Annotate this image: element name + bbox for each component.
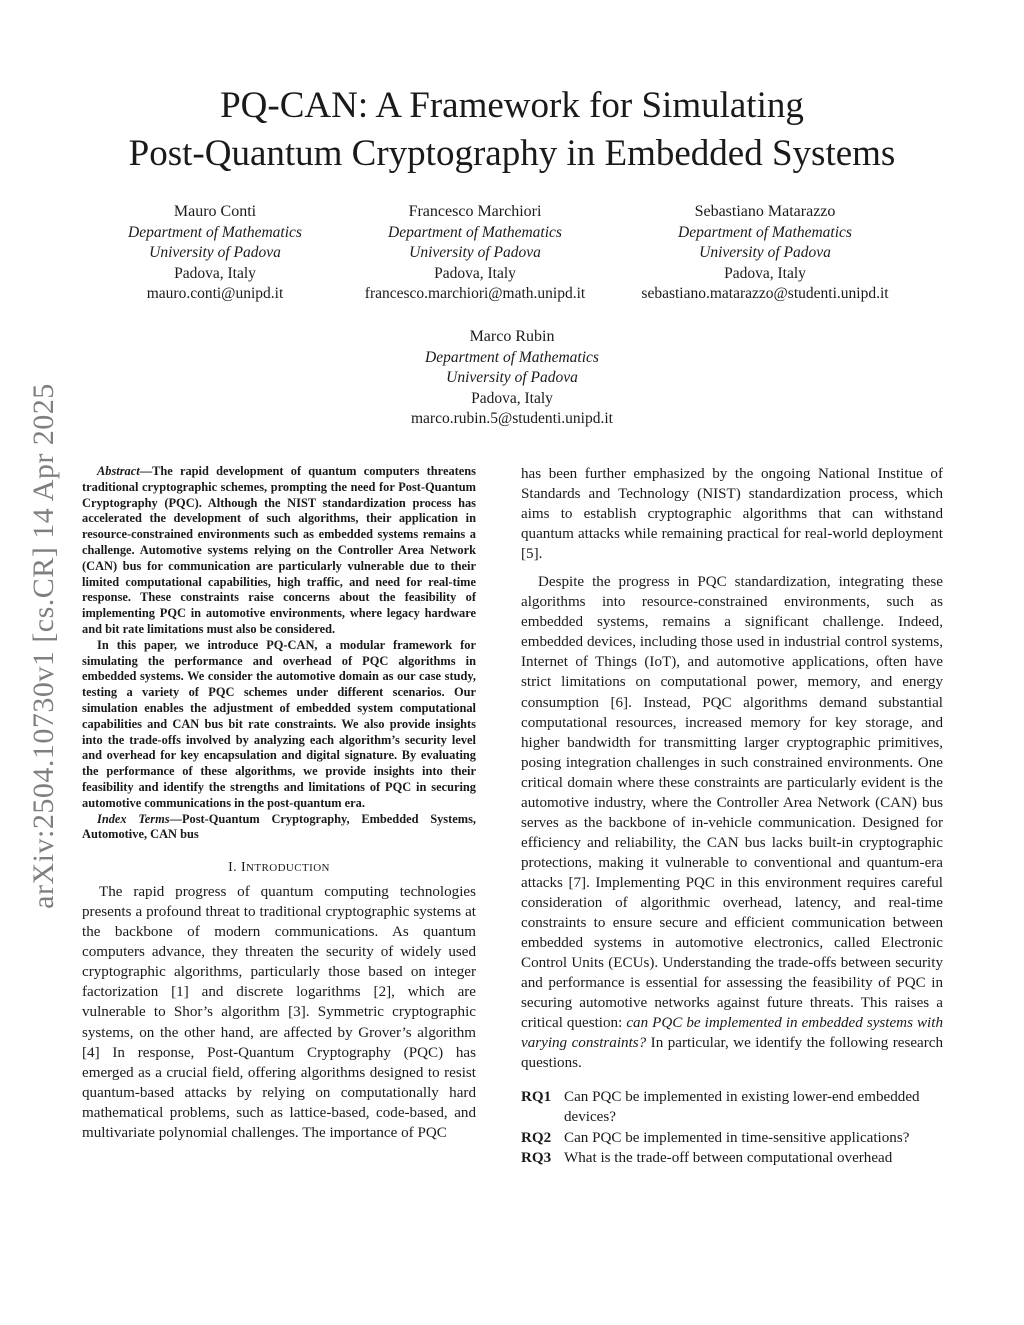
author-name: Sebastiano Matarazzo: [694, 203, 836, 220]
author-block-3: [620, 202, 910, 305]
author-email: mauro.conti@unipd.it: [146, 285, 284, 303]
abstract-label: Abstract: [97, 464, 140, 478]
arxiv-id-text: arXiv:2504.10730v1 [cs.CR] 14 Apr 2025: [27, 383, 61, 909]
author-block-4: [372, 327, 652, 430]
author-department: Department of Mathematics: [425, 348, 599, 366]
research-question-2: [521, 1128, 943, 1148]
author-university: University of Padova: [149, 244, 281, 262]
section-title-rest: NTRODUCTION: [246, 862, 330, 875]
author-block-1: [95, 202, 335, 305]
title-line-1: PQ-CAN: A Framework for Simulating: [220, 85, 804, 126]
author-location: Padova, Italy: [724, 264, 806, 282]
research-questions-list: [521, 1087, 943, 1167]
author-university: University of Padova: [699, 244, 831, 262]
research-question-3: [521, 1148, 943, 1168]
rq-text: What is the trade-off between computational overhead: [564, 1149, 893, 1166]
rq-text: Can PQC be implemented in existing lower-end embedded devices?: [564, 1089, 920, 1126]
index-terms: [82, 812, 476, 844]
author-block-2: [340, 202, 610, 305]
section-number: I.: [228, 860, 238, 876]
rq-id: RQ3: [521, 1149, 552, 1166]
index-terms-label: Index Terms: [97, 811, 170, 826]
right-paragraph-2-end: In particular, we identify the following research questions.: [521, 1035, 943, 1072]
abstract: [82, 464, 476, 843]
left-column: [82, 464, 476, 1143]
arxiv-identifier: [16, 350, 72, 942]
right-paragraph-2: [521, 572, 943, 1073]
author-university: University of Padova: [446, 369, 578, 387]
author-name: Francesco Marchiori: [408, 203, 542, 220]
title-line-2: Post-Quantum Cryptography in Embedded Systems: [128, 133, 896, 174]
research-question-emphasis: can PQC be implemented in embedded systems with varying constraints?: [521, 1015, 943, 1052]
section-heading-introduction: [82, 858, 476, 878]
section-first-letter: I: [240, 860, 247, 876]
author-name: Mauro Conti: [173, 203, 257, 220]
author-department: Department of Mathematics: [388, 223, 562, 241]
author-university: University of Padova: [409, 244, 541, 262]
author-department: Department of Mathematics: [128, 223, 302, 241]
abstract-paragraph-1: [82, 464, 476, 638]
right-paragraph-1: has been further emphasized by the ongoing National Institue of Standards and Technology (NIST) standardization process, which aims to establish cryptographic algorithms that can withstand quantum attacks while remaining practical for real-world deployment [5].: [521, 466, 943, 563]
intro-paragraph-1: The rapid progress of quantum computing technologies presents a profound threat to traditional cryptographic systems at the backbone of modern communications. As quantum computers advance, they threaten the security of widely used cryptographic algorithms, particularly those based on integer factorization [1] and discrete logarithms [2], which are vulnerable to Shor’s algorithm [3]. Symmetric cryptographic systems, on the other hand, are affected by Grover’s algorithm [4] In response, Post-Quantum Cryptography (PQC) has emerged as a crucial field, offering algorithms designed to resist quantum-based attacks by relying on computationally hard mathematical problems, such as lattice-based, code-based, and multivariate polynomial challenges. The importance of PQC: [82, 884, 476, 1141]
index-terms-text: —Post-Quantum Cryptography, Embedded Systems, Automotive, CAN bus: [82, 811, 476, 842]
rq-text: Can PQC be implemented in time-sensitive applications?: [564, 1129, 910, 1146]
paper-title: [80, 82, 944, 178]
author-name: Marco Rubin: [469, 328, 555, 345]
author-location: Padova, Italy: [471, 389, 553, 407]
author-department: Department of Mathematics: [678, 223, 852, 241]
abstract-paragraph-2: In this paper, we introduce PQ-CAN, a modular framework for simulating the performance and overhead of PQC algorithms in embedded systems. We consider the automotive domain as our case study, testing a variety of PQC schemes under different scenarios. Our simulation enables the adjustment of embedded system computational capabilities and CAN bus bit rate constraints. We also provide insights into the trade-offs involved by analyzing each algorithm’s security level and overhead for key encapsulation and digital signature. By evaluating the performance of these algorithms, we provide insights into their feasibility and identify the strengths and limitations of PQC in securing automotive communications in the post-quantum era.: [82, 637, 476, 810]
rq-id: RQ1: [521, 1089, 552, 1106]
right-paragraph-2-text: Despite the progress in PQC standardization, integrating these algorithms into resource-constrained environments, such as embedded systems, remains a significant challenge. Indeed, embedded devices, including those used in industrial control systems, Internet of Things (IoT), and automotive applications, often have strict limitations on computational power, memory, and energy consumption [6]. Instead, PQC algorithms demand substantial computational resources, increased memory for key storage, and higher bandwidth for transmitting larger cryptographic primitives, posing integration challenges in such constrained environments. One critical domain where these constraints are particularly evident is the automotive industry, where the Controller Area Network (CAN) bus serves as the backbone of in-vehicle communication. Designed for efficiency and reliability, the CAN bus lacks built-in cryptographic protections, making it vulnerable to conventional and quantum-era attacks [7]. Implementing PQC in this environment requires careful consideration of algorithmic overhead, latency, and real-time constraints to ensure secure and efficient communication between embedded systems in automotive electronics, called Electronic Control Units (ECUs). Understanding the trade-offs between security and performance is essential for assessing the feasibility of PQC in securing automotive networks against future threats. This raises a critical question:: [521, 574, 943, 1032]
author-location: Padova, Italy: [174, 264, 256, 282]
research-question-1: [521, 1087, 943, 1127]
author-email: francesco.marchiori@math.unipd.it: [364, 285, 586, 303]
author-email: marco.rubin.5@studenti.unipd.it: [411, 410, 613, 428]
author-email: sebastiano.matarazzo@studenti.unipd.it: [641, 285, 889, 303]
abstract-text-1: —The rapid development of quantum computers threatens traditional cryptographic schemes, prompting the need for Post-Quantum Cryptography (PQC). Although the NIST standardization process has accelerated the development of such algorithms, their application in resource-constrained environments such as embedded systems remains a challenge. Automotive systems relying on the Controller Area Network (CAN) bus for communication are particularly vulnerable due to their limited computational capabilities, high traffic, and need for real-time response. These constraints raise concerns about the feasibility of implementing PQC in automotive environments, where legacy hardware and bit rate limitations must also be considered.: [82, 464, 476, 636]
rq-id: RQ2: [521, 1129, 552, 1146]
author-location: Padova, Italy: [434, 264, 516, 282]
right-column: [521, 464, 943, 1168]
